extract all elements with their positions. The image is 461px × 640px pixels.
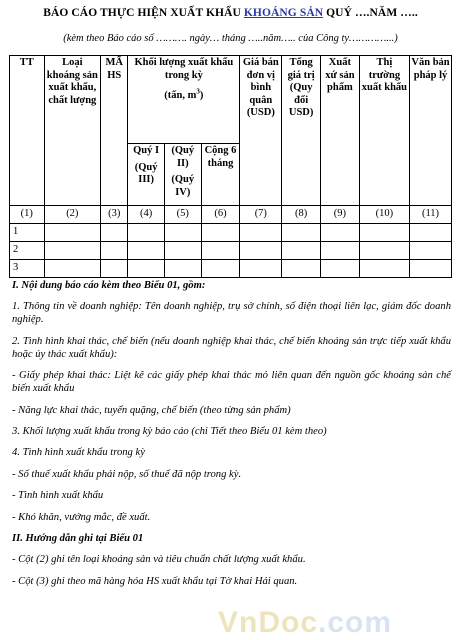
col-num: (6) <box>201 206 240 224</box>
header-tong: Tổng giá trị (Quy đổi USD) <box>282 56 321 206</box>
unit-sup: 3 <box>196 87 200 96</box>
table-row <box>10 242 452 260</box>
col-num: (8) <box>282 206 321 224</box>
table-cell <box>128 260 165 278</box>
section-heading-1: I. Nội dung báo cáo kèm theo Biểu 01, gồm: <box>12 280 206 291</box>
header-khoi-luong-label: Khối lượng xuất khẩu trong kỳ <box>134 57 234 81</box>
paragraph: - Giấy phép khai thác: Liệt kê các giấy phép khai thác mỏ liên quan đến nguồn gốc khoáng sản chế biến xuất khẩu <box>12 370 451 395</box>
table-cell <box>101 242 128 260</box>
paragraph: 4. Tình hình xuất khẩu trong kỳ <box>12 447 145 459</box>
title-text: BÁO CÁO THỰC HIỆN XUẤT KHẨU <box>43 7 244 19</box>
unit-text-end: ) <box>199 90 204 101</box>
quy1-label: Quý I <box>133 145 160 156</box>
header-quy-2 <box>164 144 201 206</box>
title-keyword-link[interactable]: KHOÁNG SẢN <box>243 7 324 19</box>
table-cell <box>240 260 282 278</box>
header-ma-hs: MÃ HS <box>101 56 128 206</box>
table-cell <box>201 224 240 242</box>
table-cell <box>44 224 101 242</box>
col-num: (4) <box>128 206 165 224</box>
watermark-suffix: .com <box>318 606 393 639</box>
table-cell <box>240 224 282 242</box>
table-cell <box>359 260 409 278</box>
table-cell <box>321 242 360 260</box>
watermark-text: VnDoc <box>218 606 319 639</box>
report-title <box>0 7 461 19</box>
paragraph: - Cột (2) ghi tên loại khoáng sản và tiêu chuẩn chất lượng xuất khẩu. <box>12 554 306 566</box>
row-index: 1 <box>10 224 45 242</box>
table-cell <box>359 242 409 260</box>
table-cell <box>164 224 201 242</box>
paragraph: 1. Thông tin về doanh nghiệp: Tên doanh nghiệp, trụ sở chính, số điện thoại liên lạc, giám đốc doanh nghiệp. <box>12 301 451 326</box>
paragraph: - Khó khăn, vướng mắc, đề xuất. <box>12 511 151 523</box>
table-cell <box>101 260 128 278</box>
table-cell <box>201 260 240 278</box>
table-cell <box>128 242 165 260</box>
col-num: (10) <box>359 206 409 224</box>
table-row <box>10 224 452 242</box>
table-cell <box>44 260 101 278</box>
table-row <box>10 260 452 278</box>
table-cell <box>201 242 240 260</box>
col-num: (7) <box>240 206 282 224</box>
col-num: (2) <box>44 206 101 224</box>
header-xuat-xu: Xuất xứ sản phẩm <box>321 56 360 206</box>
quy4-label: (Quý IV) <box>171 174 195 198</box>
table-cell <box>282 260 321 278</box>
header-cong-6-thang: Cộng 6 tháng <box>201 144 240 206</box>
header-thi-truong: Thị trường xuất khẩu <box>359 56 409 206</box>
section-heading-2: II. Hướng dẫn ghi tại Biểu 01 <box>12 532 144 544</box>
header-khoi-luong <box>128 56 240 144</box>
col-num: (5) <box>164 206 201 224</box>
report-subtitle: (kèm theo Báo cáo số ………. ngày… tháng …..năm….. của Công ty…………...) <box>63 33 398 44</box>
paragraph: - Năng lực khai thác, tuyển quặng, chế biến (theo từng sản phẩm) <box>12 404 291 416</box>
column-number-row <box>10 206 452 224</box>
report-body <box>12 279 451 596</box>
paragraph: 3. Khối lượng xuất khẩu trong kỳ báo cáo (chi Tiết theo Biểu 01 kèm theo) <box>12 425 327 437</box>
quy3-label: (Quý III) <box>134 161 158 185</box>
col-num: (11) <box>410 206 452 224</box>
table-cell <box>410 242 452 260</box>
title-text-end: QUÝ ….NĂM ….. <box>323 7 418 19</box>
table-cell <box>410 260 452 278</box>
table-cell <box>101 224 128 242</box>
report-table <box>9 55 452 278</box>
table-cell <box>128 224 165 242</box>
header-khoi-luong-unit <box>129 87 238 103</box>
paragraph: - Cột (3) ghi theo mã hàng hóa HS xuất khẩu tại Tờ khai Hải quan. <box>12 575 298 587</box>
quy2-label: (Quý II) <box>171 145 195 169</box>
table-cell <box>282 242 321 260</box>
header-gia: Giá bán đơn vị bình quân (USD) <box>240 56 282 206</box>
row-index: 3 <box>10 260 45 278</box>
col-num: (3) <box>101 206 128 224</box>
unit-text: (tấn, m <box>164 90 197 101</box>
table-cell <box>410 224 452 242</box>
table-cell <box>164 242 201 260</box>
table-cell <box>282 224 321 242</box>
table-cell <box>240 242 282 260</box>
header-quy-1 <box>128 144 165 206</box>
watermark-logo <box>218 606 392 640</box>
table-cell <box>321 260 360 278</box>
paragraph: - Tình hình xuất khẩu <box>12 490 104 502</box>
col-num: (9) <box>321 206 360 224</box>
table-cell <box>164 260 201 278</box>
row-index: 2 <box>10 242 45 260</box>
paragraph: 2. Tình hình khai thác, chế biến (nếu doanh nghiệp khai thác, chế biến khoáng sản trực tiếp xuất khẩu hoặc ủy thác xuất khẩu): <box>12 335 451 360</box>
table-cell <box>44 242 101 260</box>
table-cell <box>359 224 409 242</box>
header-loai: Loại khoáng sản xuất khẩu, chất lượng <box>44 56 101 206</box>
paragraph: - Số thuế xuất khẩu phải nộp, số thuế đã nộp trong kỳ. <box>12 468 242 480</box>
col-num: (1) <box>10 206 45 224</box>
header-tt: TT <box>10 56 45 206</box>
table-cell <box>321 224 360 242</box>
header-van-ban: Văn bản pháp lý <box>410 56 452 206</box>
